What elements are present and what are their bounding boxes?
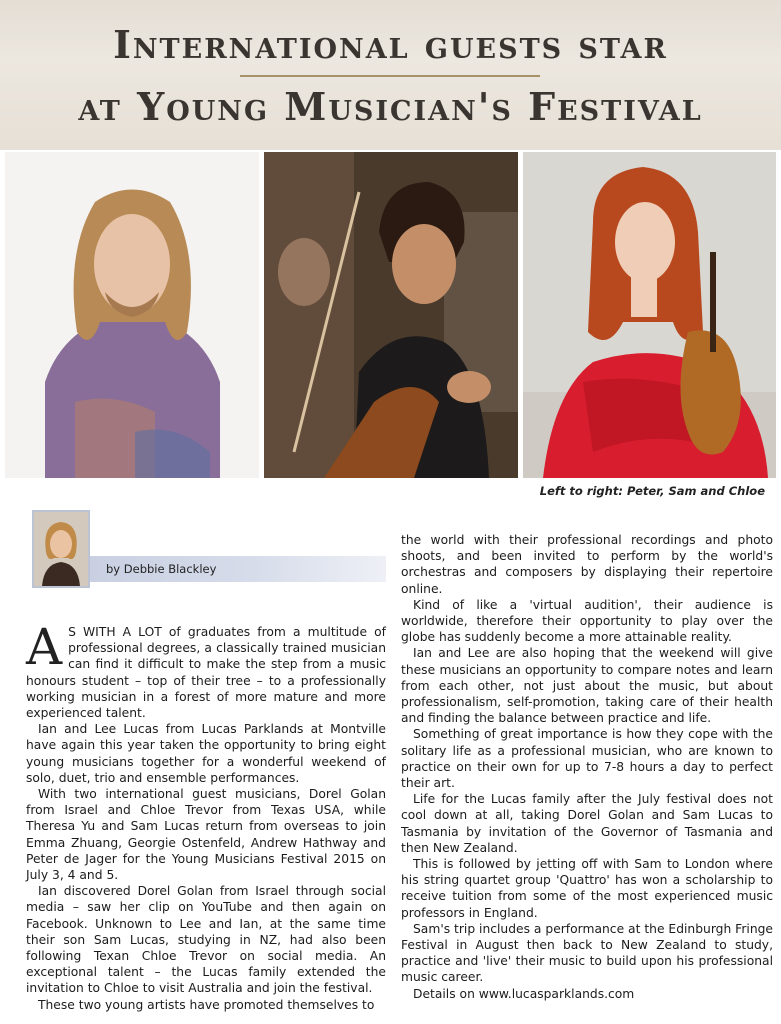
article-paragraph: This is followed by jetting off with Sam to London where his string quartet group 'Quattro' has won a scholarship to receive tuition from some of the most experienced music professors in England. xyxy=(401,857,773,920)
article-paragraph: Something of great importance is how they cope with the solitary life as a professional musician, who are known to practice on their own for up to 7-8 hours a day to perfect their art. xyxy=(401,727,773,791)
headline-divider xyxy=(240,75,540,77)
headline-line-1: International guests star xyxy=(113,22,668,67)
article-column-left xyxy=(26,618,386,1013)
article-paragraph: Ian discovered Dorel Golan from Israel through social media – saw her clip on YouTube and then again on Facebook. Unknown to Lee and Ian, at the same time their son Sam Lucas, studying in NZ, had also been following Texan Chloe Trevor on social media. An exceptional talent – the Lucas family extended the invitation to Chloe to visit Australia and join the festival. xyxy=(26,884,386,996)
article-paragraph: With two international guest musicians, Dorel Golan from Israel and Chloe Trevor from Texas USA, while Theresa Yu and Sam Lucas return from overseas to join Emma Zhuang, Georgie Ostenfeld, Andrew Hathway and Peter de Jager for the Young Musicians Festival 2015 on July 3, 4 and 5. xyxy=(26,787,386,883)
article-paragraph: the world with their professional recordings and photo shoots, and been invited to perform by the world's orchestras and composers by displaying their repertoire online. xyxy=(401,533,773,596)
dropcap: A xyxy=(26,618,63,676)
article-paragraph: A S WITH A LOT of graduates from a multitude of professional degrees, a classically trained musician can find it difficult to make the step from a music honours student – top of their tree – to a professionally working musician in a forest of more mature and more experienced talent. xyxy=(26,618,386,721)
article-paragraph: Life for the Lucas family after the July festival does not cool down at all, taking Dorel Golan and Sam Lucas to Tasmania by invitation of the Governor of Tasmania and then New Zealand. xyxy=(401,792,773,855)
article-paragraph: Ian and Lee are also hoping that the weekend will give these musicians an opportunity to compare notes and learn from each other, not just about the music, but about professionalism, self-promotion, taking care of their health and finding the balance between practice and life. xyxy=(401,646,773,726)
headline-line-2: at Young Musician's Festival xyxy=(78,84,703,129)
headline-banner xyxy=(0,0,781,150)
article-paragraph: Ian and Lee Lucas from Lucas Parklands at Montville have again this year taken the opportunity to bring eight young musicians together for a wonderful weekend of solo, duet, trio and ensemble performances. xyxy=(26,722,386,785)
details-link[interactable]: Details on www.lucasparklands.com xyxy=(413,986,635,1001)
byline: by Debbie Blackley xyxy=(106,562,217,576)
photo-sam xyxy=(264,152,518,478)
photo-caption: Left to right: Peter, Sam and Chloe xyxy=(539,484,765,498)
article-paragraph: Sam's trip includes a performance at the Edinburgh Fringe Festival in August then back to New Zealand to study, practice and 'live' their music to build upon his professional music career. xyxy=(401,921,773,985)
article-column-right xyxy=(401,532,773,1002)
article-paragraph: Kind of like a 'virtual audition', their audience is worldwide, therefore their opportunity to play over the globe has suddenly become a more attainable reality. xyxy=(401,597,773,645)
author-photo xyxy=(32,510,90,588)
photo-chloe xyxy=(523,152,776,478)
article-paragraph: These two young artists have promoted themselves to xyxy=(38,997,375,1012)
photo-peter xyxy=(5,152,259,478)
